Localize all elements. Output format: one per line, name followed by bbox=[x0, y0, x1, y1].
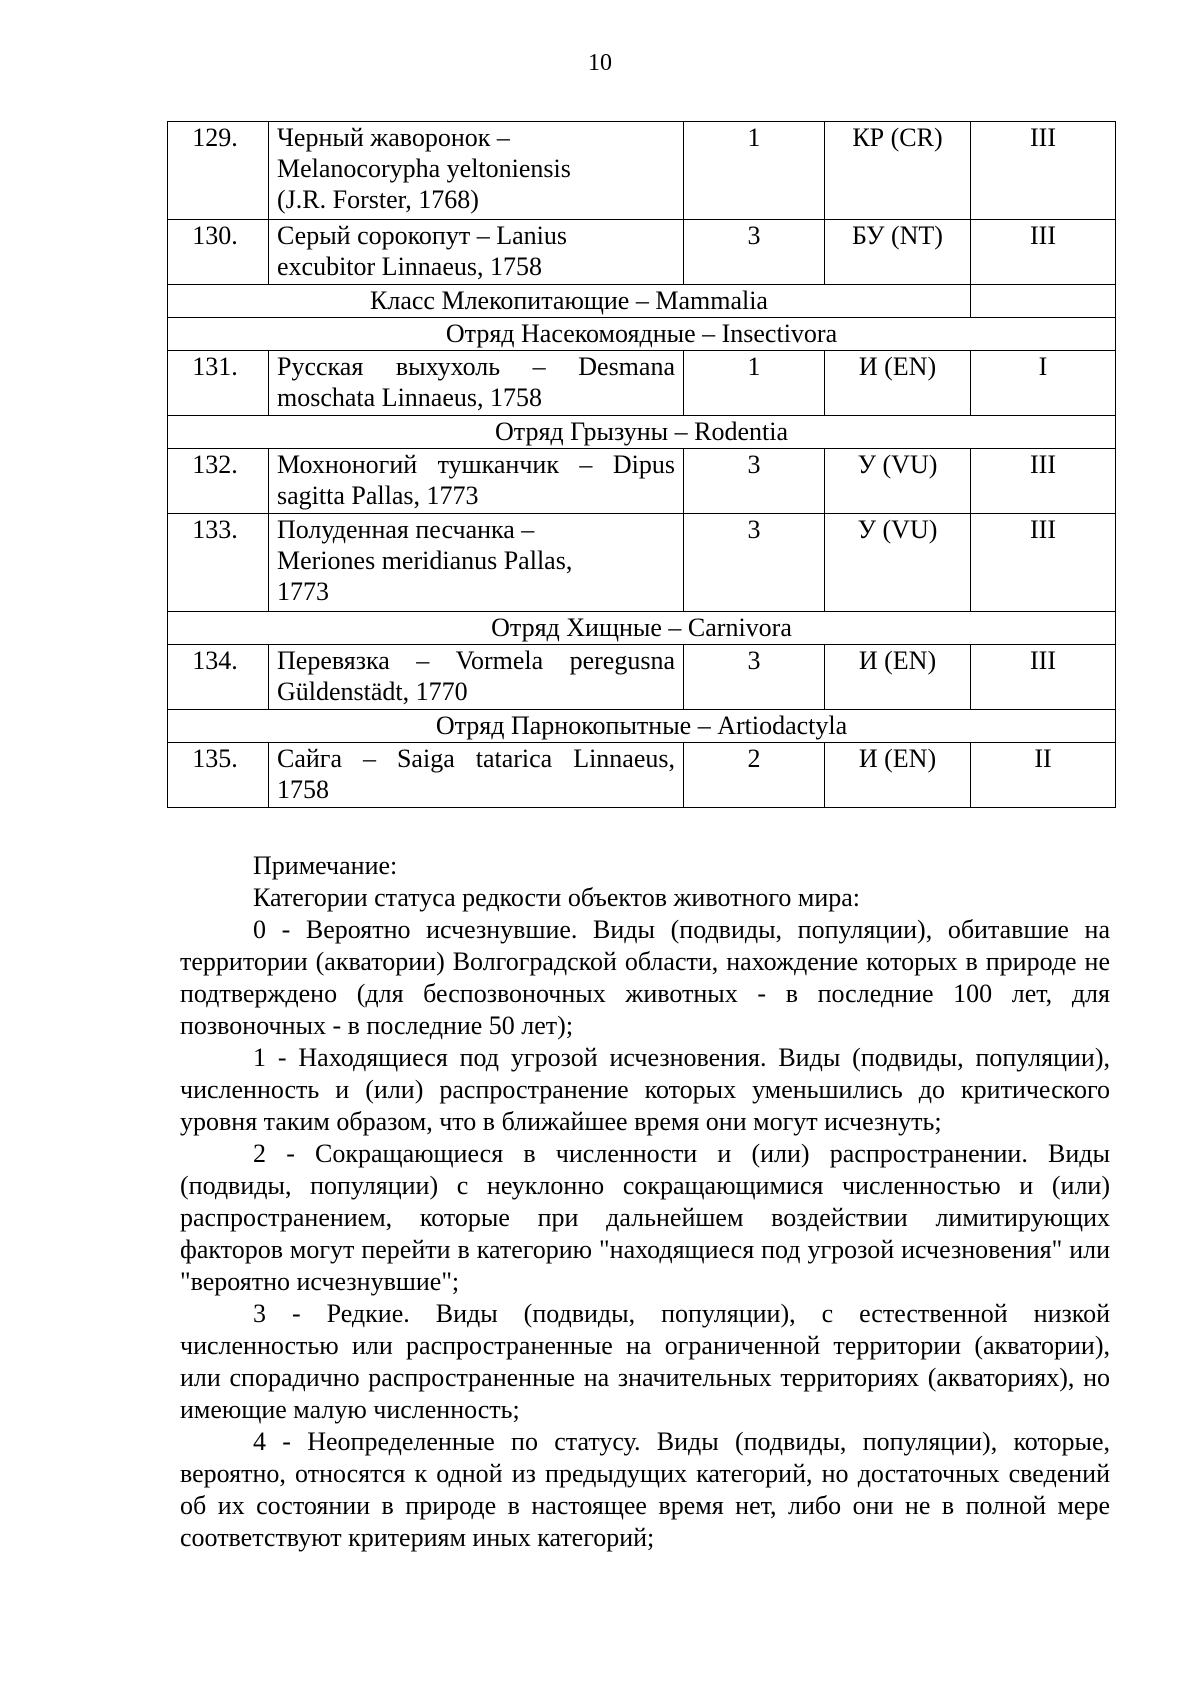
table-row bbox=[168, 122, 1116, 220]
priority-value: III bbox=[971, 220, 1116, 285]
table-row bbox=[168, 449, 1116, 514]
species-name bbox=[269, 645, 684, 710]
table-row bbox=[168, 743, 1116, 808]
row-number: 129. bbox=[168, 122, 269, 220]
order-row bbox=[168, 318, 1116, 351]
order-heading: Отряд Грызуны – Rodentia bbox=[168, 416, 1116, 449]
species-name-text: Черный жаворонок – Melanocorypha yeltoniensis (J.R. Forster, 1768) bbox=[277, 123, 571, 214]
category-value: 3 bbox=[684, 449, 825, 514]
row-number: 133. bbox=[168, 514, 269, 612]
species-name-text: Мохноногий тушканчик – Dipus sagitta Pallas, 1773 bbox=[277, 450, 675, 510]
category-value: 2 bbox=[684, 743, 825, 808]
table-row bbox=[168, 645, 1116, 710]
species-name bbox=[269, 743, 684, 808]
category-definition-1: 1 - Находящиеся под угрозой исчезновения. Виды (подвиды, популяции), численность и (или) распространение которых уменьшились до критического уровня таким образом, что в ближайшее время они могут исчезнуть; bbox=[180, 1043, 1110, 1136]
order-heading: Отряд Парнокопытные – Artiodactyla bbox=[168, 710, 1116, 743]
priority-value: II bbox=[971, 743, 1116, 808]
category-value: 3 bbox=[684, 220, 825, 285]
category-value: 1 bbox=[684, 122, 825, 220]
class-heading: Класс Млекопитающие – Mammalia bbox=[168, 285, 971, 318]
iucn-status: У (VU) bbox=[825, 514, 971, 612]
order-row bbox=[168, 710, 1116, 743]
table-row bbox=[168, 351, 1116, 416]
species-name bbox=[269, 351, 684, 416]
category-definition-0: 0 - Вероятно исчезнувшие. Виды (подвиды, популяции), обитавшие на территории (акватории) Волгоградской области, нахождение которых в природе не подтверждено (для беспозвоночных животных - в последние 100 лет, для позвоночных - в последние 50 лет); bbox=[180, 915, 1110, 1040]
notes-heading: Примечание: bbox=[253, 851, 398, 880]
table-row bbox=[168, 220, 1116, 285]
species-name-text: Русская выхухоль – Desmana moschata Linnaeus, 1758 bbox=[277, 352, 675, 412]
order-row bbox=[168, 612, 1116, 645]
row-number: 135. bbox=[168, 743, 269, 808]
category-definition-4: 4 - Неопределенные по статусу. Виды (подвиды, популяции), которые, вероятно, относятся к одной из предыдущих категорий, но достаточных сведений об их состоянии в природе в настоящее время нет, либо они не в полной мере соответствуют критериям иных категорий; bbox=[180, 1427, 1110, 1552]
priority-value: I bbox=[971, 351, 1116, 416]
order-heading: Отряд Хищные – Carnivora bbox=[168, 612, 1116, 645]
species-name bbox=[269, 514, 684, 612]
row-number: 130. bbox=[168, 220, 269, 285]
species-name-text: Сайга – Saiga tatarica Linnaeus, 1758 bbox=[277, 744, 675, 804]
notes-section bbox=[180, 850, 1110, 1554]
order-heading: Отряд Насекомоядные – Insectivora bbox=[168, 318, 1116, 351]
iucn-status: И (EN) bbox=[825, 645, 971, 710]
category-value: 3 bbox=[684, 645, 825, 710]
species-name-text: Перевязка – Vormela peregusna Güldenstädt, 1770 bbox=[277, 646, 675, 706]
species-name bbox=[269, 220, 684, 285]
category-definition-2: 2 - Сокращающиеся в численности и (или) распространении. Виды (подвиды, популяции) с неуклонно сокращающимися численностью и (или) распространением, которые при дальнейшем воздействии лимитирующих факторов могут перейти в категорию "находящиеся под угрозой исчезновения" или "вероятно исчезнувшие"; bbox=[180, 1139, 1110, 1296]
row-number: 131. bbox=[168, 351, 269, 416]
iucn-status: И (EN) bbox=[825, 351, 971, 416]
species-name-text: Полуденная песчанка – Meriones meridianus Pallas, 1773 bbox=[277, 515, 573, 606]
row-number: 134. bbox=[168, 645, 269, 710]
page-number: 10 bbox=[588, 50, 612, 76]
priority-value: III bbox=[971, 449, 1116, 514]
class-row bbox=[168, 285, 1116, 318]
iucn-status: КР (CR) bbox=[825, 122, 971, 220]
category-definition-3: 3 - Редкие. Виды (подвиды, популяции), с естественной низкой численностью или распространенные на ограниченной территории (акватории), или спорадично распространенные на значительных территориях (акваториях), но имеющие малую численность; bbox=[180, 1299, 1110, 1424]
order-row bbox=[168, 416, 1116, 449]
priority-value: III bbox=[971, 645, 1116, 710]
iucn-status: У (VU) bbox=[825, 449, 971, 514]
table-row bbox=[168, 514, 1116, 612]
category-value: 3 bbox=[684, 514, 825, 612]
species-name-text: Серый сорокопут – Lanius excubitor Linnaeus, 1758 bbox=[277, 221, 567, 281]
empty-cell bbox=[971, 285, 1116, 318]
iucn-status: БУ (NT) bbox=[825, 220, 971, 285]
category-value: 1 bbox=[684, 351, 825, 416]
notes-subheading: Категории статуса редкости объектов животного мира: bbox=[253, 883, 861, 912]
species-name bbox=[269, 449, 684, 514]
priority-value: III bbox=[971, 122, 1116, 220]
species-table bbox=[167, 121, 1116, 808]
priority-value: III bbox=[971, 514, 1116, 612]
iucn-status: И (EN) bbox=[825, 743, 971, 808]
row-number: 132. bbox=[168, 449, 269, 514]
species-name bbox=[269, 122, 684, 220]
